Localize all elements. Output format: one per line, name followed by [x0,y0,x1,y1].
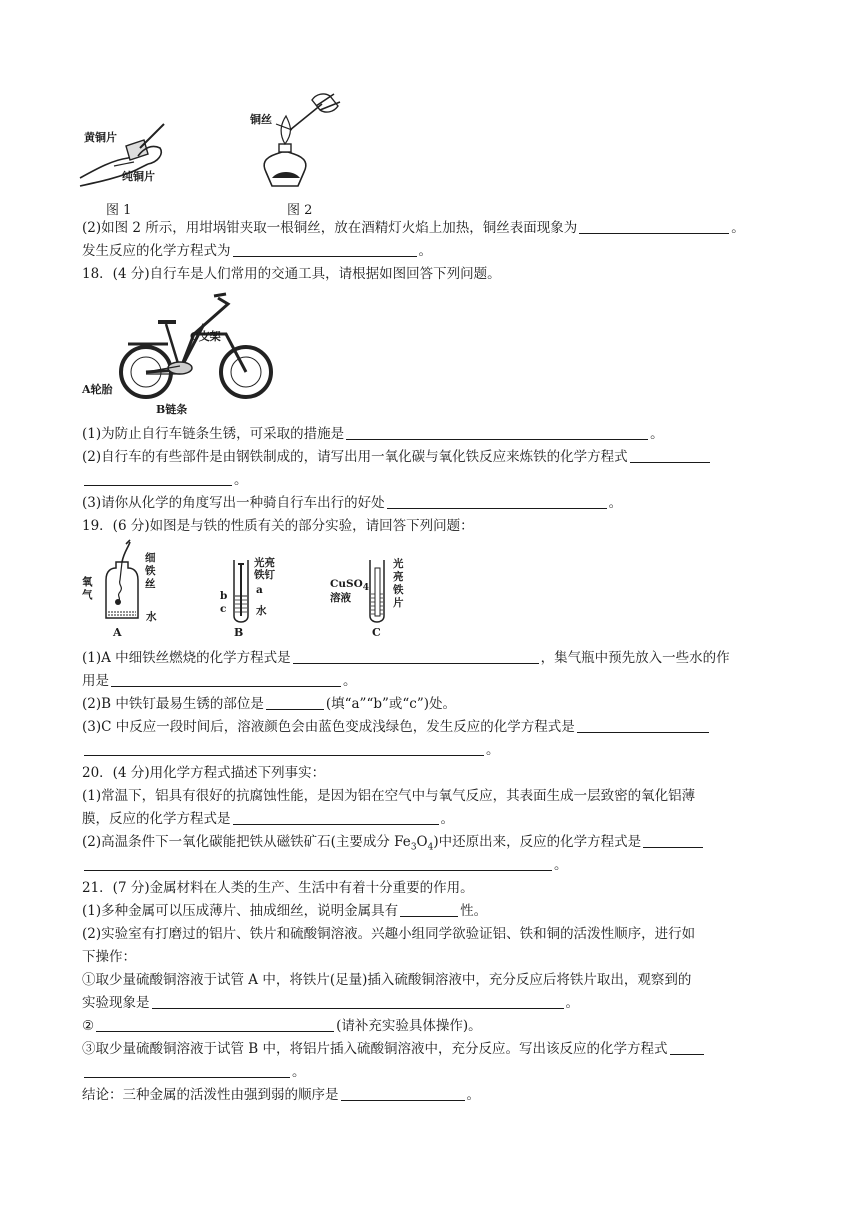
answer-blank[interactable] [96,1017,334,1032]
diagram-b-caption: B [234,626,244,639]
answer-blank[interactable] [152,994,564,1009]
answer-blank[interactable] [111,672,341,687]
diagram-a-caption: A [113,626,122,639]
q21-title: 21．(7 分)金属材料在人类的生产、生活中有着十分重要的作用。 [82,880,474,896]
label-water-a: 水 [146,611,157,623]
q17-part2-line1: (2)如图 2 所示，用坩埚钳夹取一根铜丝，放在酒精灯火焰上加热，铜丝表面现象为 。 [82,220,745,236]
answer-blank[interactable] [266,695,324,710]
answer-blank[interactable] [84,1063,290,1078]
label-water-b: 水 [256,605,267,617]
q21-part2-line1: (2)实验室有打磨过的铝片、铁片和硫酸铜溶液。兴趣小组同学欲验证铝、铁和铜的活泼性顺序，进行如 [82,926,696,942]
q21-conclusion: 结论：三种金属的活泼性由强到弱的顺序是 。 [82,1087,480,1103]
answer-blank[interactable] [84,856,552,871]
q19-part1-line1: (1)A 中细铁丝燃烧的化学方程式是 ，集气瓶中预先放入一些水的作 [82,650,730,666]
q18-part3: (3)请你从化学的角度写出一种骑自行车出行的好处 。 [82,495,623,511]
answer-blank[interactable] [387,494,607,509]
q19-title: 19．(6 分)如图是与铁的性质有关的部分实验，请回答下列问题： [82,518,474,534]
answer-blank[interactable] [670,1040,704,1055]
label-cuso4-solution: CuSO$_4$ 溶液 [330,578,369,604]
q20-part1-line2: 膜，反应的化学方程式是 。 [82,811,454,827]
label-point-b: b [220,590,228,602]
q21-step1-line1: ①取少量硫酸铜溶液于试管 A 中，将铁片(足量)插入硫酸铜溶液中，充分反应后将铁片取出，观察到的 [82,972,692,988]
q20-part1-line1: (1)常温下，铝具有很好的抗腐蚀性能，是因为铝在空气中与氧气反应，其表面生成一层致密的氧化铝薄 [82,788,696,804]
q21-part1: (1)多种金属可以压成薄片、抽成细丝，说明金属具有 性。 [82,903,488,919]
answer-blank[interactable] [233,242,417,257]
figure-2-alcohol-lamp-illustration [250,92,350,192]
q21-step1-line2: 实验现象是 。 [82,995,579,1011]
figure-1-caption: 图 1 [106,203,132,218]
answer-blank[interactable] [577,718,709,733]
q19-part3-line1: (3)C 中反应一段时间后，溶液颜色会由蓝色变成浅绿色，发生反应的化学方程式是 [82,718,780,736]
q17-part2-line2: 发生反应的化学方程式为 。 [82,243,432,259]
label-bright-iron-sheet: 光亮铁片 [393,558,404,609]
q20-part2-line1: (2)高温条件下一氧化碳能把铁从磁铁矿石(主要成分 $Fe_3O_4$)中还原出来，反应的化学方程式是 [82,833,780,851]
answer-blank[interactable] [84,471,232,486]
q19-part2: (2)B 中铁钉最易生锈的部位是 (填“a”“b”或“c”)处。 [82,696,457,712]
label-point-a: a [256,584,263,596]
q18-part2-line1: (2)自行车的有些部件是由钢铁制成的，请写出用一氧化碳与氧化铁反应来炼铁的化学方程式 [82,448,780,466]
q19-part3-line2: 。 [82,741,780,759]
q21-step3-line1: ③取少量硫酸铜溶液于试管 B 中，将铝片插入硫酸铜溶液中，充分反应。写出该反应的化学方程式 [82,1040,780,1058]
label-b-chain: B链条 [156,403,188,416]
q21-part2-line2: 下操作： [82,949,136,965]
q21-step3-line2: 。 [82,1063,780,1081]
q20-part2-line2: 。 [82,856,780,874]
q21-step2: ② (请补充实验具体操作)。 [82,1018,482,1034]
label-oxygen: 氧气 [82,576,93,601]
answer-blank[interactable] [341,1086,465,1101]
q18-title: 18．(4 分)自行车是人们常用的交通工具，请根据如图回答下列问题。 [82,266,501,282]
q18-part2-line2: 。 [82,471,780,489]
q20-title: 20．(4 分)用化学方程式描述下列事实： [82,765,326,781]
answer-blank[interactable] [400,902,458,917]
diagram-c-caption: C [372,626,381,639]
label-copper-wire: 铜丝 [250,113,272,126]
answer-blank[interactable] [293,649,539,664]
label-a-tire: A轮胎 [82,383,113,396]
experiment-a-iron-combustion [96,540,148,626]
q19-part1-line2: 用是 。 [82,673,357,689]
answer-blank[interactable] [84,741,484,756]
label-thin-iron-wire: 细铁丝 [145,552,156,590]
q18-part1: (1)为防止自行车链条生锈，可采取的措施是 。 [82,426,664,442]
figure-2-caption: 图 2 [287,203,313,218]
answer-blank[interactable] [233,810,439,825]
answer-blank[interactable] [630,448,710,463]
label-bright-iron-nail: 光亮铁钉 [254,557,275,581]
label-brass-sheet: 黄铜片 [84,131,117,144]
label-point-c: c [220,603,227,615]
label-pure-copper-sheet: 纯铜片 [122,170,155,183]
bicycle-illustration [118,294,278,406]
answer-blank[interactable] [346,425,648,440]
label-c-frame: C支架 [190,330,221,343]
answer-blank[interactable] [643,833,703,848]
answer-blank[interactable] [579,219,729,234]
